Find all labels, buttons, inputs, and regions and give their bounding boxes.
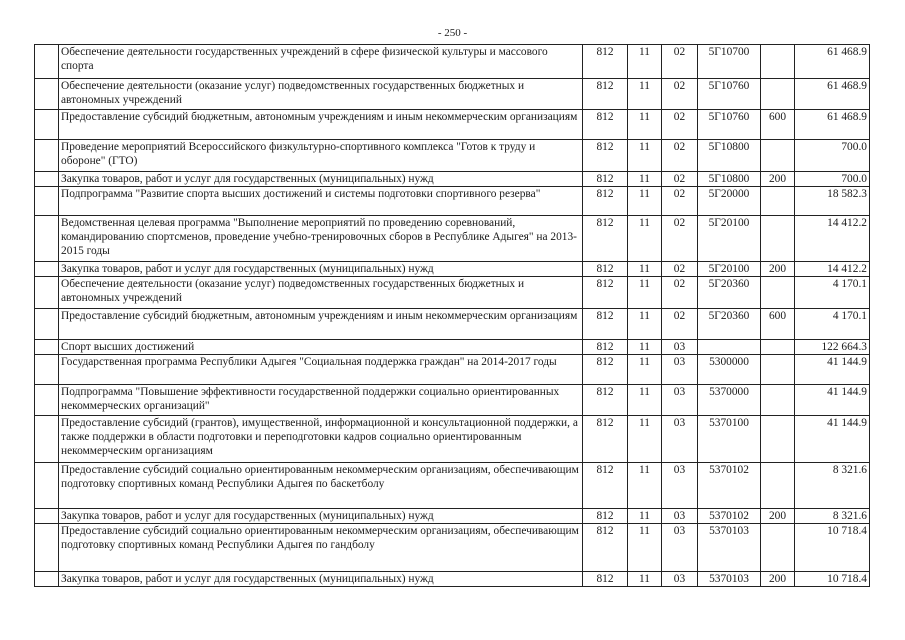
row-sum-cell: 41 144.9 (795, 416, 870, 463)
row-rz-cell: 11 (628, 385, 662, 416)
row-sum-cell: 700.0 (795, 172, 870, 187)
row-ved-cell: 812 (583, 572, 628, 587)
row-sum-cell: 8 321.6 (795, 509, 870, 524)
row-ved-cell: 812 (583, 277, 628, 309)
table-row (35, 216, 870, 262)
table-row (35, 187, 870, 216)
row-pr-cell: 02 (662, 140, 698, 172)
row-pr-cell: 02 (662, 45, 698, 79)
row-name-cell: Ведомственная целевая программа "Выполнение мероприятий по проведению соревнований, командированию спортсменов, проведение учебно-тренировочных сборов в Республике Адыгея" на 2013-2015 годы (59, 216, 583, 262)
row-csr-cell: 5Г10800 (698, 140, 761, 172)
row-margin-cell (35, 340, 59, 355)
row-name-cell: Закупка товаров, работ и услуг для государственных (муниципальных) нужд (59, 172, 583, 187)
row-vr-cell (761, 216, 795, 262)
row-pr-cell: 03 (662, 463, 698, 509)
row-ved-cell: 812 (583, 187, 628, 216)
row-csr-cell: 5Г20100 (698, 262, 761, 277)
row-pr-cell: 03 (662, 509, 698, 524)
row-name-cell: Предоставление субсидий социально ориентированным некоммерческим организациям, обеспечивающим подготовку спортивных команд Республики Адыгея по гандболу (59, 524, 583, 572)
row-ved-cell: 812 (583, 340, 628, 355)
row-rz-cell: 11 (628, 355, 662, 385)
row-margin-cell (35, 416, 59, 463)
row-pr-cell: 02 (662, 187, 698, 216)
row-vr-cell (761, 524, 795, 572)
row-ved-cell: 812 (583, 524, 628, 572)
row-rz-cell: 11 (628, 79, 662, 110)
row-csr-cell: 5Г10760 (698, 79, 761, 110)
row-margin-cell (35, 277, 59, 309)
row-margin-cell (35, 172, 59, 187)
row-csr-cell: 5Г20360 (698, 277, 761, 309)
row-rz-cell: 11 (628, 140, 662, 172)
row-rz-cell: 11 (628, 110, 662, 140)
row-pr-cell: 03 (662, 340, 698, 355)
row-name-cell: Закупка товаров, работ и услуг для государственных (муниципальных) нужд (59, 509, 583, 524)
table-row (35, 110, 870, 140)
row-rz-cell: 11 (628, 572, 662, 587)
row-vr-cell (761, 416, 795, 463)
row-name-cell: Предоставление субсидий бюджетным, автономным учреждениям и иным некоммерческим организациям (59, 110, 583, 140)
row-vr-cell: 600 (761, 309, 795, 340)
table-row (35, 172, 870, 187)
row-rz-cell: 11 (628, 524, 662, 572)
row-margin-cell (35, 572, 59, 587)
row-vr-cell (761, 463, 795, 509)
row-name-cell: Предоставление субсидий социально ориентированным некоммерческим организациям, обеспечивающим подготовку спортивных команд Республики Адыгея по баскетболу (59, 463, 583, 509)
row-pr-cell: 03 (662, 524, 698, 572)
row-sum-cell: 4 170.1 (795, 277, 870, 309)
row-margin-cell (35, 187, 59, 216)
row-margin-cell (35, 110, 59, 140)
table-row (35, 385, 870, 416)
row-ved-cell: 812 (583, 309, 628, 340)
row-ved-cell: 812 (583, 45, 628, 79)
row-csr-cell: 5Г10800 (698, 172, 761, 187)
row-pr-cell: 02 (662, 262, 698, 277)
row-name-cell: Подпрограмма "Повышение эффективности государственной поддержки социально ориентированных некоммерческих организаций" (59, 385, 583, 416)
row-rz-cell: 11 (628, 340, 662, 355)
table-row (35, 355, 870, 385)
row-csr-cell: 5Г20100 (698, 216, 761, 262)
row-csr-cell: 5370000 (698, 385, 761, 416)
row-pr-cell: 02 (662, 277, 698, 309)
row-ved-cell: 812 (583, 416, 628, 463)
row-name-cell: Государственная программа Республики Адыгея "Социальная поддержка граждан" на 2014-2017 годы (59, 355, 583, 385)
row-sum-cell: 41 144.9 (795, 355, 870, 385)
row-ved-cell: 812 (583, 79, 628, 110)
row-pr-cell: 03 (662, 572, 698, 587)
row-vr-cell (761, 79, 795, 110)
row-csr-cell: 5370102 (698, 509, 761, 524)
row-rz-cell: 11 (628, 309, 662, 340)
budget-table (34, 44, 870, 587)
row-csr-cell: 5Г20000 (698, 187, 761, 216)
row-vr-cell (761, 140, 795, 172)
row-csr-cell: 5Г20360 (698, 309, 761, 340)
row-name-cell: Предоставление субсидий бюджетным, автономным учреждениям и иным некоммерческим организациям (59, 309, 583, 340)
row-vr-cell: 200 (761, 572, 795, 587)
row-name-cell: Спорт высших достижений (59, 340, 583, 355)
row-ved-cell: 812 (583, 216, 628, 262)
table-row (35, 140, 870, 172)
row-sum-cell: 10 718.4 (795, 572, 870, 587)
row-pr-cell: 03 (662, 355, 698, 385)
row-vr-cell (761, 385, 795, 416)
table-row (35, 277, 870, 309)
row-sum-cell: 14 412.2 (795, 216, 870, 262)
row-vr-cell: 200 (761, 509, 795, 524)
row-rz-cell: 11 (628, 463, 662, 509)
row-name-cell: Закупка товаров, работ и услуг для государственных (муниципальных) нужд (59, 262, 583, 277)
page-number: - 250 - (437, 27, 468, 39)
row-vr-cell (761, 187, 795, 216)
row-rz-cell: 11 (628, 45, 662, 79)
row-rz-cell: 11 (628, 172, 662, 187)
row-margin-cell (35, 524, 59, 572)
row-vr-cell (761, 355, 795, 385)
row-pr-cell: 02 (662, 79, 698, 110)
row-sum-cell: 61 468.9 (795, 79, 870, 110)
table-row (35, 524, 870, 572)
table-row (35, 509, 870, 524)
row-csr-cell: 5370100 (698, 416, 761, 463)
row-rz-cell: 11 (628, 187, 662, 216)
row-csr-cell: 5Г10760 (698, 110, 761, 140)
row-pr-cell: 02 (662, 172, 698, 187)
row-sum-cell: 18 582.3 (795, 187, 870, 216)
row-rz-cell: 11 (628, 277, 662, 309)
row-margin-cell (35, 140, 59, 172)
row-pr-cell: 03 (662, 416, 698, 463)
row-csr-cell (698, 340, 761, 355)
row-sum-cell: 61 468.9 (795, 45, 870, 79)
row-pr-cell: 02 (662, 110, 698, 140)
row-vr-cell (761, 45, 795, 79)
row-ved-cell: 812 (583, 262, 628, 277)
budget-table-body (35, 45, 870, 587)
row-sum-cell: 41 144.9 (795, 385, 870, 416)
row-margin-cell (35, 45, 59, 79)
row-name-cell: Закупка товаров, работ и услуг для государственных (муниципальных) нужд (59, 572, 583, 587)
row-ved-cell: 812 (583, 509, 628, 524)
row-ved-cell: 812 (583, 355, 628, 385)
row-vr-cell (761, 340, 795, 355)
row-rz-cell: 11 (628, 216, 662, 262)
table-row (35, 309, 870, 340)
row-pr-cell: 02 (662, 216, 698, 262)
row-margin-cell (35, 216, 59, 262)
row-vr-cell (761, 277, 795, 309)
row-name-cell: Обеспечение деятельности (оказание услуг) подведомственных государственных бюджетных и автономных учреждений (59, 277, 583, 309)
row-margin-cell (35, 79, 59, 110)
table-row (35, 572, 870, 587)
row-margin-cell (35, 355, 59, 385)
row-csr-cell: 5Г10700 (698, 45, 761, 79)
row-rz-cell: 11 (628, 262, 662, 277)
row-ved-cell: 812 (583, 140, 628, 172)
row-name-cell: Проведение мероприятий Всероссийского физкультурно-спортивного комплекса "Готов к труду и обороне" (ГТО) (59, 140, 583, 172)
row-pr-cell: 03 (662, 385, 698, 416)
row-vr-cell: 600 (761, 110, 795, 140)
table-row (35, 463, 870, 509)
table-row (35, 416, 870, 463)
row-name-cell: Обеспечение деятельности (оказание услуг) подведомственных государственных бюджетных и автономных учреждений (59, 79, 583, 110)
row-csr-cell: 5300000 (698, 355, 761, 385)
table-row (35, 45, 870, 79)
row-sum-cell: 10 718.4 (795, 524, 870, 572)
row-sum-cell: 700.0 (795, 140, 870, 172)
row-csr-cell: 5370103 (698, 572, 761, 587)
row-margin-cell (35, 509, 59, 524)
row-name-cell: Обеспечение деятельности государственных учреждений в сфере физической культуры и массового спорта (59, 45, 583, 79)
row-margin-cell (35, 463, 59, 509)
row-ved-cell: 812 (583, 463, 628, 509)
row-ved-cell: 812 (583, 110, 628, 140)
row-margin-cell (35, 262, 59, 277)
row-ved-cell: 812 (583, 172, 628, 187)
row-sum-cell: 4 170.1 (795, 309, 870, 340)
row-sum-cell: 61 468.9 (795, 110, 870, 140)
row-csr-cell: 5370102 (698, 463, 761, 509)
table-row (35, 79, 870, 110)
row-vr-cell: 200 (761, 172, 795, 187)
row-margin-cell (35, 309, 59, 340)
row-name-cell: Подпрограмма "Развитие спорта высших достижений и системы подготовки спортивного резерва" (59, 187, 583, 216)
row-ved-cell: 812 (583, 385, 628, 416)
row-rz-cell: 11 (628, 509, 662, 524)
row-csr-cell: 5370103 (698, 524, 761, 572)
row-name-cell: Предоставление субсидий (грантов), имущественной, информационной и консультационной поддержки, а также поддержки в области подготовки и переподготовки кадров социально ориентированным некоммерческим организациям (59, 416, 583, 463)
row-pr-cell: 02 (662, 309, 698, 340)
row-rz-cell: 11 (628, 416, 662, 463)
row-sum-cell: 122 664.3 (795, 340, 870, 355)
row-sum-cell: 14 412.2 (795, 262, 870, 277)
row-margin-cell (35, 385, 59, 416)
table-row (35, 262, 870, 277)
table-row (35, 340, 870, 355)
row-sum-cell: 8 321.6 (795, 463, 870, 509)
row-vr-cell: 200 (761, 262, 795, 277)
